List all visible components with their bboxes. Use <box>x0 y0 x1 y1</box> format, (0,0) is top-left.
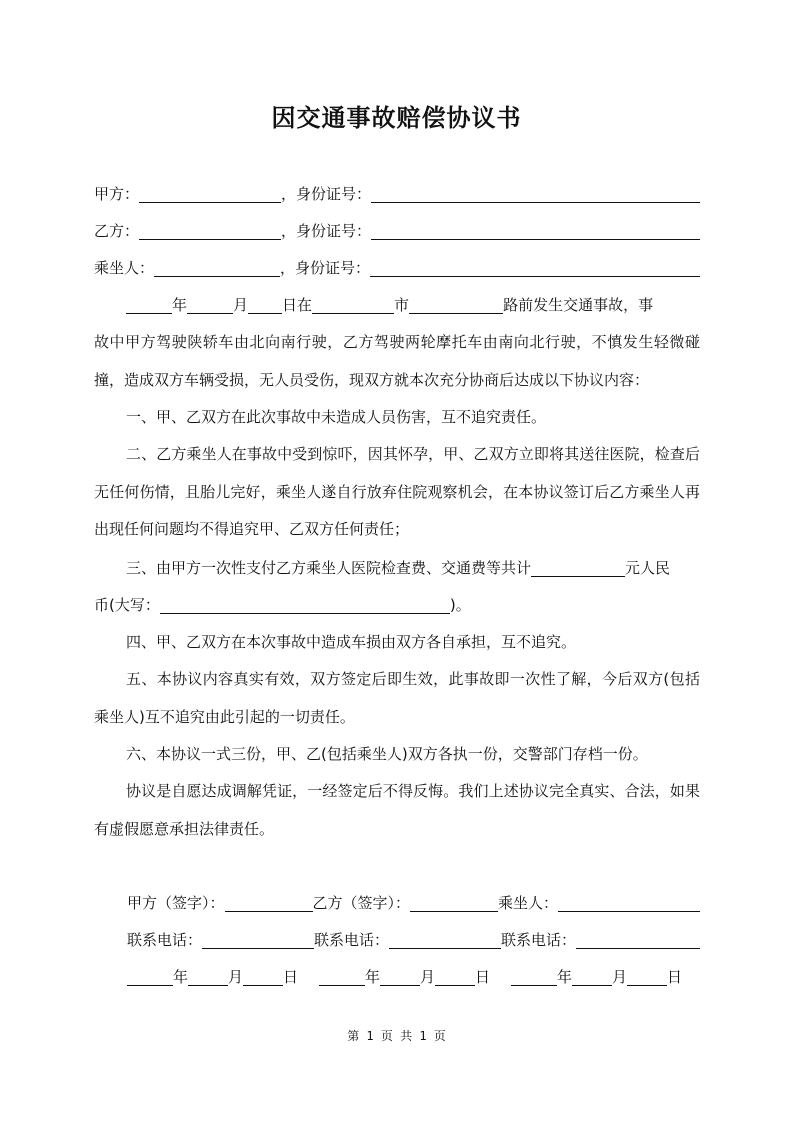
year-label: 年 <box>172 296 188 314</box>
party-b-phone-field[interactable] <box>389 930 501 949</box>
clause-1: 一、甲、乙双方在此次事故中未造成人员伤害，互不追究责任。 <box>126 408 547 426</box>
party-a-name-field[interactable] <box>139 184 281 203</box>
party-b-label: 乙方： <box>94 222 140 240</box>
clause-3-text-a: 三、由甲方一次性支付乙方乘坐人医院检查费、交通费等共计 <box>126 559 532 577</box>
year-label: 年 <box>173 968 189 986</box>
sign-date-row <box>127 964 700 990</box>
passenger-month-field[interactable] <box>572 967 612 986</box>
month-label: 月 <box>420 968 436 986</box>
month-field[interactable] <box>187 295 233 314</box>
party-a-day-field[interactable] <box>243 967 283 986</box>
year-label: 年 <box>557 968 573 986</box>
party-b-month-field[interactable] <box>380 967 420 986</box>
passenger-sign-label: 乘坐人： <box>498 894 559 912</box>
month-label: 月 <box>228 968 244 986</box>
passenger-date <box>511 964 682 990</box>
city-label: 市 <box>394 296 410 314</box>
month-label: 月 <box>233 296 249 314</box>
party-a-id-field[interactable] <box>371 184 700 203</box>
passenger-day-field[interactable] <box>627 967 667 986</box>
party-b-line <box>94 218 700 244</box>
passenger-id-label: ，身份证号： <box>280 259 371 277</box>
clause-7: 协议是自愿达成调解凭证，一经签定后不得反悔。我们上述协议完全真实、合法，如果有虚假愿意承担法律责任。 <box>94 782 700 838</box>
accident-date-line <box>94 292 700 318</box>
day-label: 日 <box>283 968 299 986</box>
party-b-date <box>319 964 511 990</box>
party-b-sign-field[interactable] <box>410 893 498 912</box>
document-title: 因交通事故赔偿协议书 <box>271 104 522 132</box>
passenger-label: 乘坐人： <box>94 259 155 277</box>
party-a-date <box>127 964 319 990</box>
party-a-id-label: ，身份证号： <box>281 185 372 203</box>
clause-4: 四、甲、乙双方在本次事故中造成车损由双方各自承担，互不追究。 <box>126 633 577 651</box>
party-b-id-label: ，身份证号： <box>281 222 372 240</box>
year-field[interactable] <box>126 295 172 314</box>
signature-row <box>127 890 700 916</box>
day-at-label: 日在 <box>282 296 313 314</box>
party-b-phone-label: 联系电话： <box>314 931 390 949</box>
page-footer: 第 1 页 共 1 页 <box>347 1029 446 1043</box>
clause-3-line-2 <box>94 592 700 618</box>
intro-paragraph: 故中甲方驾驶陕轿车由北向南行驶，乙方驾驶两轮摩托车由南向北行驶，不慎发生轻微碰撞，造成双方车辆受损，无人员受伤，现双方就本次充分协商后达成以下协议内容： <box>94 333 700 389</box>
month-label: 月 <box>612 968 628 986</box>
clause-3-text-b: 元人民 <box>625 559 671 577</box>
party-b-day-field[interactable] <box>435 967 475 986</box>
clause-3-line-1 <box>94 555 700 581</box>
party-a-phone-label: 联系电话： <box>127 931 203 949</box>
date-line-rest: 路前发生交通事故，事 <box>503 296 654 314</box>
day-label: 日 <box>667 968 683 986</box>
passenger-sign-field[interactable] <box>558 893 700 912</box>
amount-uppercase-field[interactable] <box>160 595 450 614</box>
clause-3-text-c: 币(大写： <box>94 596 160 614</box>
clause-2: 二、乙方乘坐人在事故中受到惊吓，因其怀孕，甲、乙双方立即将其送往医院，检查后无任何伤情，且胎儿完好，乘坐人遂自行放弃住院观察机会，在本协议签订后乙方乘坐人再出现任何问题均不得追究甲、乙双方任何责任； <box>94 445 700 538</box>
party-a-sign-label: 甲方（签字）： <box>127 894 225 912</box>
party-a-sign-field[interactable] <box>225 893 313 912</box>
party-b-sign-label: 乙方（签字）： <box>312 894 411 912</box>
day-field[interactable] <box>248 295 282 314</box>
day-label: 日 <box>475 968 491 986</box>
party-a-phone-field[interactable] <box>202 930 314 949</box>
amount-field[interactable] <box>531 558 625 577</box>
party-b-name-field[interactable] <box>139 221 281 240</box>
party-a-line <box>94 181 700 207</box>
passenger-phone-field[interactable] <box>576 930 700 949</box>
party-a-month-field[interactable] <box>188 967 228 986</box>
party-b-id-field[interactable] <box>371 221 700 240</box>
road-field[interactable] <box>409 295 503 314</box>
passenger-line <box>94 255 700 281</box>
party-b-year-field[interactable] <box>319 967 365 986</box>
clause-6: 六、本协议一式三份，甲、乙(包括乘坐人)双方各执一份，交警部门存档一份。 <box>126 745 648 763</box>
clause-3-text-d: )。 <box>449 596 471 614</box>
passenger-id-field[interactable] <box>370 258 700 277</box>
passenger-phone-label: 联系电话： <box>501 931 577 949</box>
party-a-label: 甲方： <box>94 185 140 203</box>
passenger-year-field[interactable] <box>511 967 557 986</box>
clause-5: 五、本协议内容真实有效，双方签定后即生效，此事故即一次性了解，今后双方(包括乘坐人)互不追究由此引起的一切责任。 <box>94 670 700 726</box>
phone-row <box>127 927 700 953</box>
city-field[interactable] <box>312 295 394 314</box>
passenger-name-field[interactable] <box>154 258 280 277</box>
party-a-year-field[interactable] <box>127 967 173 986</box>
year-label: 年 <box>365 968 381 986</box>
